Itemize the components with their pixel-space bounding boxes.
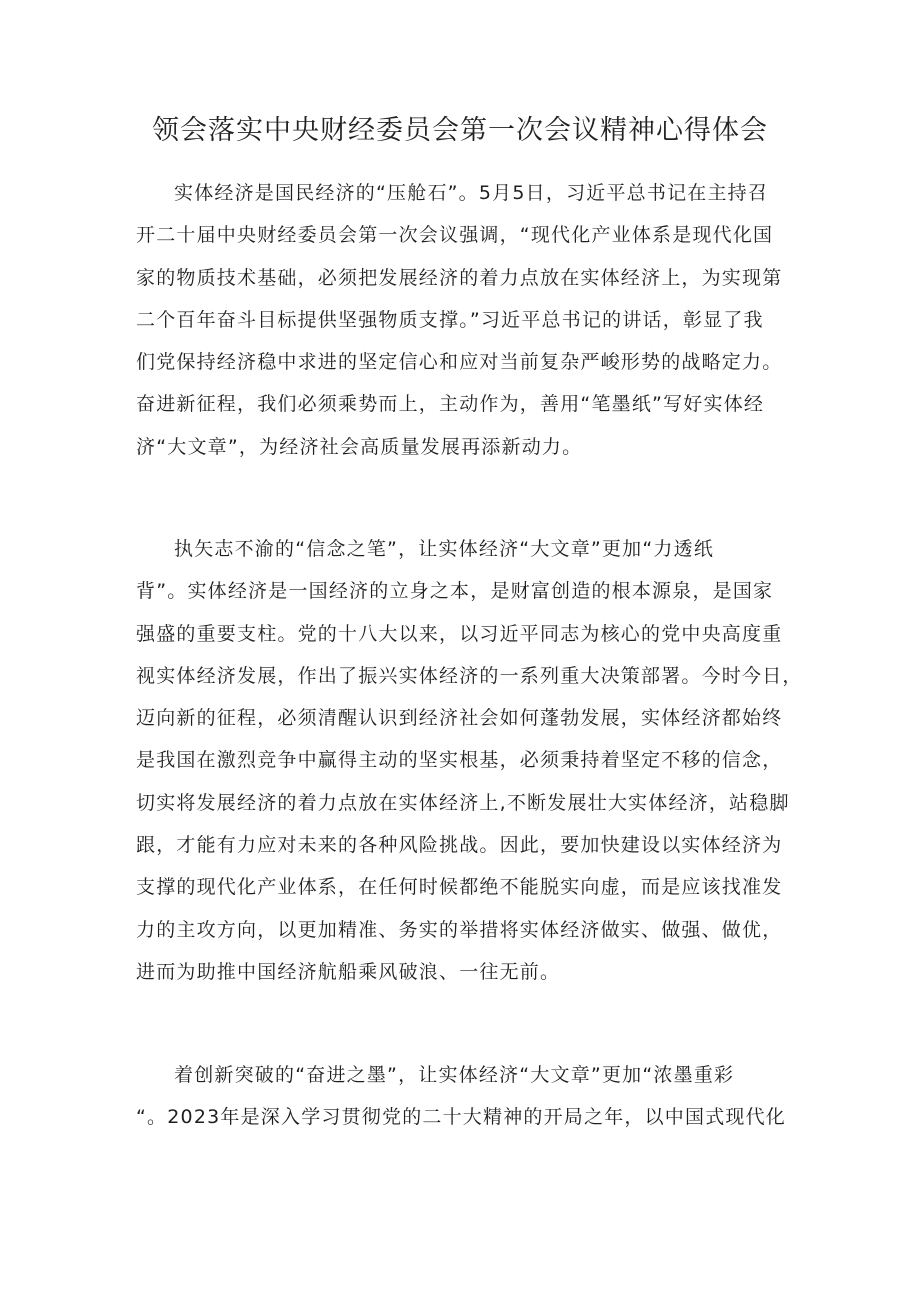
text-line: 跟，才能有力应对未来的各种风险挑战。因此，要加快建设以实体经济为 [136, 834, 783, 857]
text-line: 济“大文章”，为经济社会高质量发展再添新动力。 [136, 435, 583, 458]
text-line: 视实体经济发展，作出了振兴实体经济的一系列重大决策部署。今时今日， [136, 664, 803, 687]
text-line: 奋进新征程，我们必须乘势而上，主动作为，善用“笔墨纸”写好实体经 [136, 393, 765, 416]
document-title: 领会落实中央财经委员会第一次会议精神心得体会 [152, 115, 768, 146]
text-line: 家的物质技术基础，必须把发展经济的着力点放在实体经济上，为实现第 [136, 266, 783, 289]
text-line: 执矢志不渝的“信念之笔”，让实体经济“大文章”更加“力透纸 [174, 538, 715, 560]
text-line: 切实将发展经济的着力点放在实体经济上,不断发展壮大实体经济，站稳脚 [136, 791, 790, 814]
paragraph-2 [136, 528, 803, 993]
text-line: 进而为助推中国经济航船乘风破浪、一往无前。 [136, 960, 561, 983]
text-line: 二个百年奋斗目标提供坚强物质支撑。”习近平总书记的讲话，彰显了我 [136, 308, 764, 331]
paragraph-3 [136, 1054, 796, 1139]
text-line: 们党保持经济稳中求进的坚定信心和应对当前复杂严峻形势的战略定力。 [136, 351, 783, 374]
text-line: 背”。实体经济是一国经济的立身之本，是财富创造的根本源泉，是国家 [136, 580, 774, 603]
text-line: 力的主攻方向，以更加精准、务实的举措将实体经济做实、做强、做优， [136, 918, 783, 941]
text-line: 是我国在激烈竞争中赢得主动的坚实根基，必须秉持着坚定不移的信念， [136, 749, 783, 772]
text-line: 实体经济是国民经济的“压舱石”。5月5日，习近平总书记在主持召 [174, 182, 769, 204]
text-line: 强盛的重要支柱。党的十八大以来，以习近平同志为核心的党中央高度重 [136, 622, 783, 645]
text-line: 着创新突破的“奋进之墨”，让实体经济“大文章”更加“浓墨重彩 [174, 1064, 735, 1086]
text-line: 迈向新的征程，必须清醒认识到经济社会如何蓬勃发展，实体经济都始终 [136, 707, 783, 730]
text-line: 支撑的现代化产业体系，在任何时候都绝不能脱实向虚，而是应该找准发 [136, 876, 783, 899]
text-line: “。2023年是深入学习贯彻党的二十大精神的开局之年，以中国式现代化 [136, 1106, 786, 1129]
text-line: 开二十届中央财经委员会第一次会议强调，“现代化产业体系是现代化国 [136, 224, 774, 247]
paragraph-1 [136, 172, 796, 468]
